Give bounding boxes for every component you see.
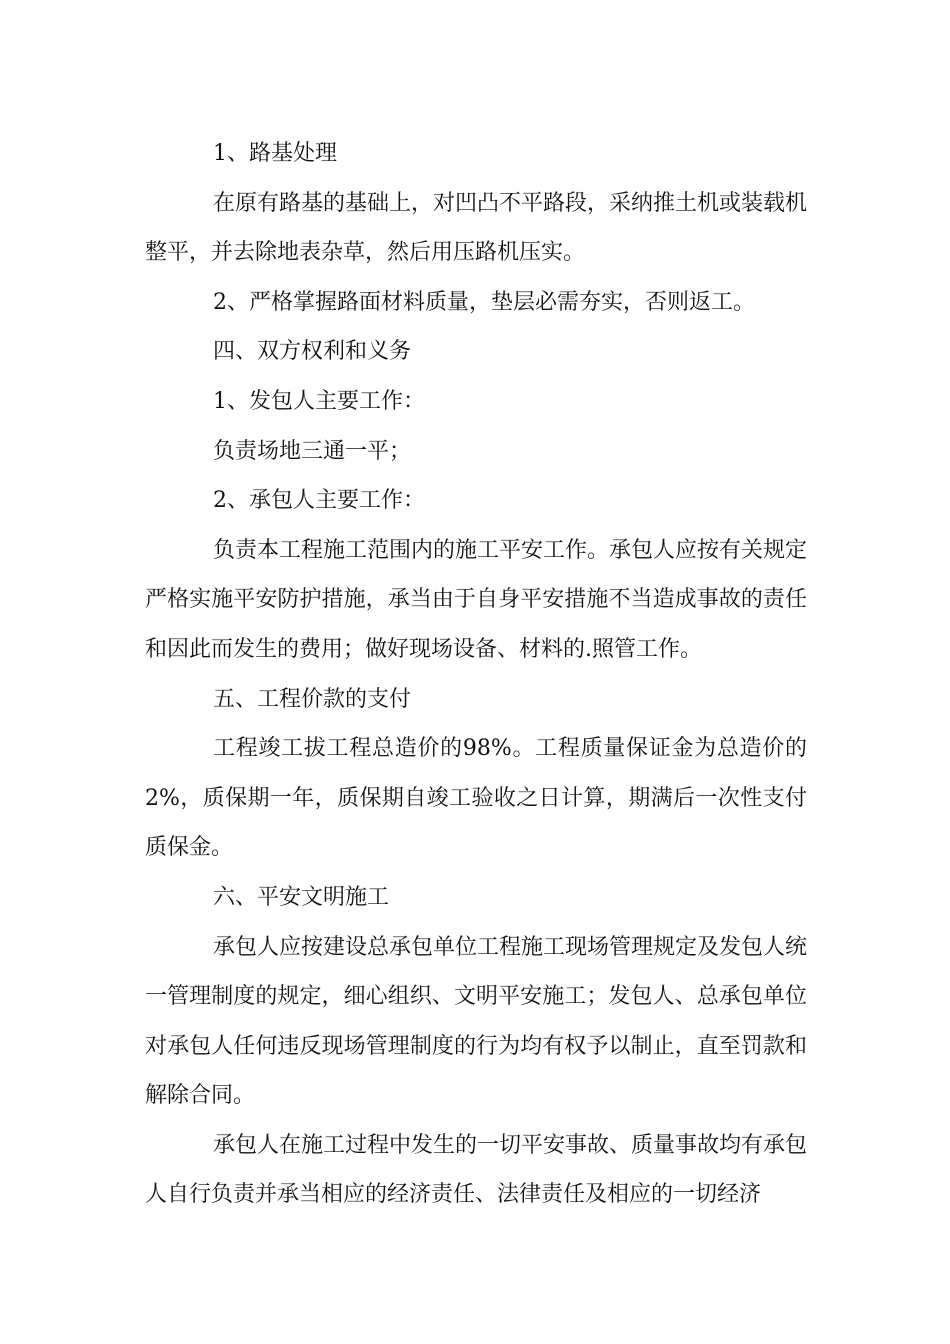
heading-contractor-duties: 2、承包人主要工作：: [213, 488, 425, 514]
heading-rights-obligations: 四、双方权利和义务: [213, 339, 412, 365]
paragraph-accident-liability: 承包人在施工过程中发生的一切平安事故、质量事故均有承包人自行负责并承当相应的经济责任、法律责任及相应的一切经济: [145, 1132, 808, 1208]
heading-safe-construction: 六、平安文明施工: [213, 884, 390, 910]
paragraph-roadbed-leveling: 在原有路基的基础上，对凹凸不平路段，采纳推土机或装载机整平，并去除地表杂草，然后用压路机压实。: [145, 190, 808, 266]
heading-payment: 五、工程价款的支付: [213, 686, 412, 712]
paragraph-contractor-duties: 负责本工程施工范围内的施工平安工作。承包人应按有关规定严格实施平安防护措施，承当由于自身平安措施不当造成事故的责任和因此而发生的费用；做好现场设备、材料的.照管工作。: [145, 537, 808, 662]
heading-roadbed-treatment: 1、路基处理: [213, 141, 337, 166]
heading-employer-duties: 1、发包人主要工作：: [213, 388, 425, 414]
document-body: [145, 129, 807, 1220]
paragraph-material-quality: 2、严格掌握路面材料质量，垫层必需夯实，否则返工。: [213, 289, 755, 315]
paragraph-employer-duties: 负责场地三通一平；: [213, 438, 412, 464]
paragraph-payment: 工程竣工拔工程总造价的98%。工程质量保证金为总造价的2%，质保期一年，质保期自竣工验收之日计算，期满后一次性支付质保金。: [145, 736, 807, 861]
paragraph-site-management: 承包人应按建设总承包单位工程施工现场管理规定及发包人统一管理制度的规定，细心组织、文明平安施工；发包人、总承包单位对承包人任何违反现场管理制度的行为均有权予以制止，直至罚款和解除合同。: [145, 934, 808, 1109]
